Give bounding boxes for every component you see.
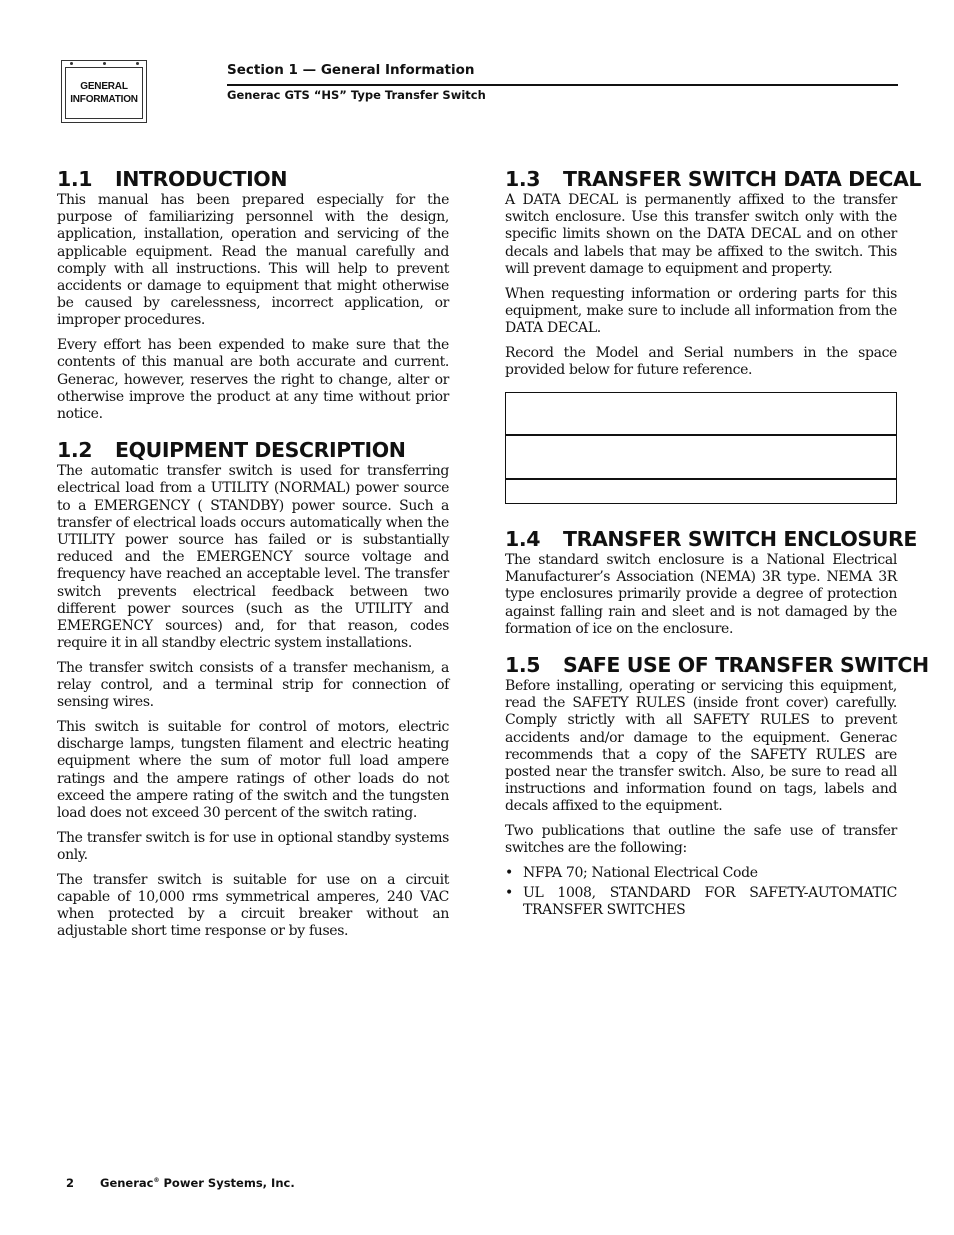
section-heading — [57, 166, 449, 192]
section-safe-use — [505, 652, 929, 919]
badge-line-2: INFORMATION — [70, 94, 138, 105]
section-data-decal — [505, 166, 922, 504]
section-heading — [57, 437, 449, 463]
section-title: TRANSFER SWITCH DATA DECAL — [563, 167, 922, 191]
record-line — [506, 434, 896, 436]
paragraph: When requesting information or ordering parts for this equipment, make sure to include all information from the DATA DECAL. — [505, 285, 897, 336]
section-number: 1.5 — [505, 653, 541, 678]
section-number: 1.4 — [505, 527, 541, 552]
bullet-icon: • — [505, 865, 513, 882]
paragraph: A DATA DECAL is permanently affixed to the transfer switch enclosure. Use this transfer switch only with the specific limits shown on the DATA DECAL and on other decals and labels that may be affixed to the switch. This will prevent damage to equipment and property. — [505, 192, 897, 277]
section-title: SAFE USE OF TRANSFER SWITCH — [563, 653, 929, 678]
record-line — [506, 478, 896, 480]
list-item — [505, 865, 897, 882]
paragraph: This manual has been prepared especially for the purpose of familiarizing personnel with the design, application, installation, operation and servicing of the applicable equipment. Read the manual carefully and comply with all instructions. This will help to prevent accidents or damage to equipment that might otherwise be caused by carelessness, incorrect application, or improper procedures. — [57, 192, 449, 329]
right-column — [505, 166, 929, 933]
paragraph: Before installing, operating or servicing this equipment, read the SAFETY RULES (inside front cover) carefully. Comply strictly with all SAFETY RULES to prevent accidents and/or damage to the equipment. Generac recommends that a copy of the SAFETY RULES are posted near the transfer switch. Also, be sure to read all instructions and information found on tags, labels and decals affixed to the equipment. — [505, 678, 897, 815]
section-heading — [505, 166, 922, 192]
model-serial-record-box — [505, 392, 897, 504]
general-information-badge — [61, 60, 147, 123]
section-equipment-description — [57, 437, 449, 940]
paragraph: Record the Model and Serial numbers in the space provided below for future reference. — [505, 344, 897, 378]
publication-list — [505, 865, 897, 919]
paragraph: Every effort has been expended to make sure that the contents of this manual are both accurate and current. Generac, however, reserves the right to change, alter or otherwise improve the product at any time without prior notice. — [57, 337, 449, 422]
footer-company: Generac — [100, 1176, 154, 1190]
rivet-icon — [103, 62, 106, 65]
rivet-icon — [70, 62, 73, 65]
section-introduction — [57, 166, 449, 423]
paragraph: This switch is suitable for control of motors, electric discharge lamps, tungsten filament and electric heating equipment where the sum of motor full load ampere ratings and the ampere ratings of other loads do not exceed the ampere rating of the switch and the tungsten load does not exceed 30 percent of the switch rating. — [57, 718, 449, 821]
section-heading — [505, 526, 917, 552]
page-number: 2 — [66, 1176, 75, 1190]
section-title: TRANSFER SWITCH ENCLOSURE — [563, 527, 917, 552]
header-divider — [227, 84, 898, 86]
list-item-text: UL 1008, STANDARD FOR SAFETY-AUTOMATIC TRANSFER SWITCHES — [523, 884, 897, 918]
list-item — [505, 885, 897, 919]
registered-mark: ® — [153, 1177, 160, 1185]
rivet-icon — [136, 62, 139, 65]
section-number: 1.2 — [57, 438, 93, 463]
section-title: INTRODUCTION — [115, 167, 288, 191]
badge-label — [65, 67, 143, 119]
paragraph: The transfer switch consists of a transfer mechanism, a relay control, and a terminal strip for connection of sensing wires. — [57, 659, 449, 711]
left-column — [57, 166, 449, 954]
list-item-text: NFPA 70; National Electrical Code — [523, 865, 758, 882]
section-enclosure — [505, 526, 917, 638]
paragraph: The standard switch enclosure is a National Electrical Manufacturer’s Association (NEMA) 3R type. NEMA 3R type enclosures primarily provide a degree of protection against falling rain and sleet and is not damaged by the formation of ice on the enclosure. — [505, 552, 897, 637]
page-footer — [66, 1176, 295, 1190]
badge-line-1: GENERAL — [80, 81, 128, 92]
section-header-title: Section 1 — General Information — [227, 62, 475, 78]
paragraph: The automatic transfer switch is used for transferring electrical load from a UTILITY (NORMAL) power source to a EMERGENCY ( STANDBY) power source. Such a transfer of electrical loads occurs automatically when the UTILITY power source has failed or is substantially reduced and the EMERGENCY source voltage and frequency have reached an acceptable level. The transfer switch prevents electrical feedback between two different power sources (such as the UTILITY and EMERGENCY sources) and, for that reason, codes require it in all standby electric system installations. — [57, 463, 449, 652]
section-title: EQUIPMENT DESCRIPTION — [115, 438, 406, 463]
section-number: 1.1 — [57, 167, 93, 191]
paragraph: The transfer switch is suitable for use on a circuit capable of 10,000 rms symmetrical amperes, 240 VAC when protected by a circuit breaker without an adjustable short time response or by fuses. — [57, 871, 449, 940]
bullet-icon: • — [505, 884, 513, 901]
paragraph: The transfer switch is for use in optional standby systems only. — [57, 829, 449, 863]
section-heading — [505, 652, 929, 678]
paragraph: Two publications that outline the safe use of transfer switches are the following: — [505, 823, 897, 857]
section-number: 1.3 — [505, 167, 541, 191]
section-header-subtitle: Generac GTS “HS” Type Transfer Switch — [227, 88, 486, 102]
footer-company-rest: Power Systems, Inc. — [159, 1176, 295, 1190]
